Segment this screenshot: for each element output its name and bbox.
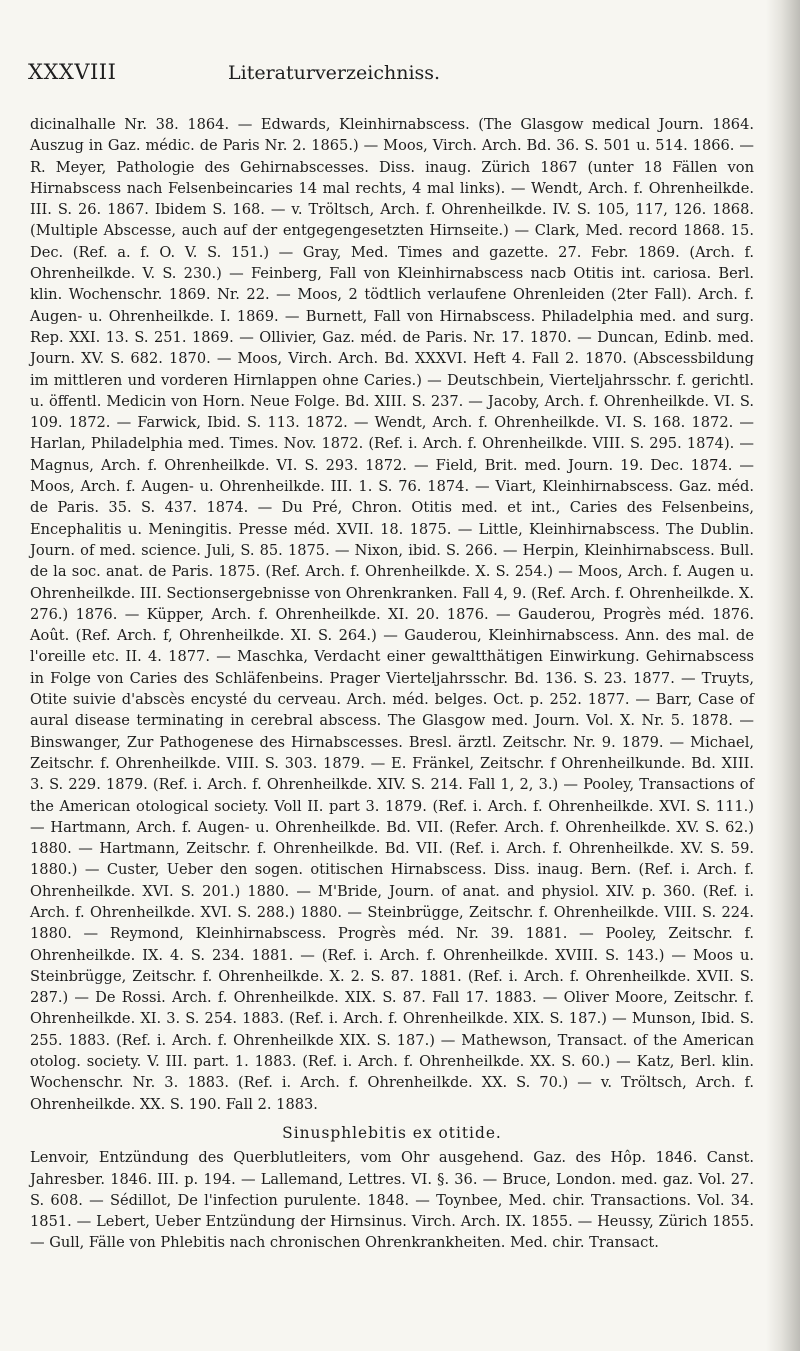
page-edge-shadow [766, 0, 800, 1351]
page-number: XXXVIII [28, 60, 117, 84]
bibliography-paragraph-sinusphlebitis: Lenvoir, Entzündung des Querblutleiters, vom Ohr ausgehend. Gaz. des Hôp. 1846. Canst. Jahresber. 1846. III. p. 194. — Lallemand, Lettres. VI. §. 36. — Bruce, London. med. gaz. Vol. 27. S. 608. — Sédillot, De l'infection purulente. 1848. — Toynbee, Med. chir. Transactions. Vol. 34. 1851. — Lebert, Ueber Entzündung der Hirnsinus. Virch. Arch. IX. 1855. — Heussy, Zürich 1855. — Gull, Fälle von Phlebitis nach chronischen Ohrenkrankheiten. Med. chir. Transact. [30, 1149, 754, 1252]
bibliography-body [30, 114, 754, 1254]
section-heading: Sinusphlebitis ex otitide. [282, 1123, 502, 1142]
bibliography-paragraph: dicinalhalle Nr. 38. 1864. — Edwards, Kleinhirnabscess. (The Glasgow medical Journ. 1864. Auszug in Gaz. médic. de Paris Nr. 2. 1865.) — Moos, Virch. Arch. Bd. 36. S. 501 u. 514. 1866. — R. Meyer, Pathologie des Gehirnabscesses. Diss. inaug. Zürich 1867 (unter 18 Fällen von Hirnabscess nach Felsenbeincaries 14 mal rechts, 4 mal links). — Wendt, Arch. f. Ohrenheilkde. III. S. 26. 1867. Ibidem S. 168. — v. Tröltsch, Arch. f. Ohrenheilkde. IV. S. 105, 117, 126. 1868. (Multiple Abscesse, auch auf der entgegengesetzten Hirnseite.) — Clark, Med. record 1868. 15. Dec. (Ref. a. f. O. V. S. 151.) — Gray, Med. Times and gazette. 27. Febr. 1869. (Arch. f. Ohrenheilkde. V. S. 230.) — Feinberg, Fall von Kleinhirnabscess nacb Otitis int. cariosa. Berl. klin. Wochenschr. 1869. Nr. 22. — Moos, 2 tödtlich verlaufene Ohrenleiden (2ter Fall). Arch. f. Augen- u. Ohrenheilkde. I. 1869. — Burnett, Fall von Hirnabscess. Philadelphia med. and surg. Rep. XXI. 13. S. 251. 1869. — Ollivier, Gaz. méd. de Paris. Nr. 17. 1870. — Duncan, Edinb. med. Journ. XV. S. 682. 1870. — Moos, Virch. Arch. Bd. XXXVI. Heft 4. Fall 2. 1870. (Abscessbildung im mittleren und vorderen Hirnlappen ohne Caries.) — Deutschbein, Vierteljahrsschr. f. gerichtl. u. öffentl. Medicin von Horn. Neue Folge. Bd. XIII. S. 237. — Jacoby, Arch. f. Ohrenheilkde. VI. S. 109. 1872. — Farwick, Ibid. S. 113. 1872. — Wendt, Arch. f. Ohrenheilkde. VI. S. 168. 1872. — Harlan, Philadelphia med. Times. Nov. 1872. (Ref. i. Arch. f. Ohrenheilkde. VIII. S. 295. 1874). — Magnus, Arch. f. Ohrenheilkde. VI. S. 293. 1872. — Field, Brit. med. Journ. 19. Dec. 1874. — Moos, Arch. f. Augen- u. Ohrenheilkde. III. 1. S. 76. 1874. — Viart, Kleinhirnabscess. Gaz. méd. de Paris. 35. S. 437. 1874. — Du Pré, Chron. Otitis med. et int., Caries des Felsenbeins, Encephalitis u. Meningitis. Presse méd. XVII. 18. 1875. — Little, Kleinhirnabscess. The Dublin. Journ. of med. science. Juli, S. 85. 1875. — Nixon, ibid. S. 266. — Herpin, Kleinhirnabscess. Bull. de la soc. anat. de Paris. 1875. (Ref. Arch. f. Ohrenheilkde. X. S. 254.) — Moos, Arch. f. Augen u. Ohrenheilkde. III. Sectionsergebnisse von Ohrenkranken. Fall 4, 9. (Ref. Arch. f. Ohrenheilkde. X. 276.) 1876. — Küpper, Arch. f. Ohrenheilkde. XI. 20. 1876. — Gauderou, Progrès méd. 1876. Août. (Ref. Arch. f, Ohrenheilkde. XI. S. 264.) — Gauderou, Kleinhirnabscess. Ann. des mal. de l'oreille etc. II. 4. 1877. — Maschka, Verdacht einer gewaltthätigen Einwirkung. Gehirnabscess in Folge von Caries des Schläfenbeins. Prager Vierteljahrsschr. Bd. 136. S. 23. 1877. — Truyts, Otite suivie d'abscès encysté du cerveau. Arch. méd. belges. Oct. p. 252. 1877. — Barr, Case of aural disease terminating in cerebral abscess. The Glasgow med. Journ. Vol. X. Nr. 5. 1878. — Binswanger, Zur Pathogenese des Hirnabscesses. Bresl. ärztl. Zeitschr. Nr. 9. 1879. — Michael, Zeitschr. f. Ohrenheilkde. VIII. S. 303. 1879. — E. Fränkel, Zeitschr. f Ohrenheilkunde. Bd. XIII. 3. S. 229. 1879. (Ref. i. Arch. f. Ohrenheilkde. XIV. S. 214. Fall 1, 2, 3.) — Pooley, Transactions of the American otological society. Voll II. part 3. 1879. (Ref. i. Arch. f. Ohrenheilkde. XVI. S. 111.) — Hartmann, Arch. f. Augen- u. Ohrenheilkde. Bd. VII. (Refer. Arch. f. Ohrenheilkde. XV. S. 62.) 1880. — Hartmann, Zeitschr. f. Ohrenheilkde. Bd. VII. (Ref. i. Arch. f. Ohrenheilkde. XV. S. 59. 1880.) — Custer, Ueber den sogen. otitischen Hirnabscess. Diss. inaug. Bern. (Ref. i. Arch. f. Ohrenheilkde. XVI. S. 201.) 1880. — M'Bride, Journ. of anat. and physiol. XIV. p. 360. (Ref. i. Arch. f. Ohrenheilkde. XVI. S. 288.) 1880. — Steinbrügge, Zeitschr. f. Ohrenheilkde. VIII. S. 224. 1880. — Reymond, Kleinhirnabscess. Progrès méd. Nr. 39. 1881. — Pooley, Zeitschr. f. Ohrenheilkde. IX. 4. S. 234. 1881. — (Ref. i. Arch. f. Ohrenheilkde. XVIII. S. 143.) — Moos u. Steinbrügge, Zeitschr. f. Ohrenheilkde. X. 2. S. 87. 1881. (Ref. i. Arch. f. Ohrenheilkde. XVII. S. 287.) — De Rossi. Arch. f. Ohrenheilkde. XIX. S. 87. Fall 17. 1883. — Oliver Moore, Zeitschr. f. Ohrenheilkde. XI. 3. S. 254. 1883. (Ref. i. Arch. f. Ohrenheilkde. XIX. S. 187.) — Munson, Ibid. S. 255. 1883. (Ref. i. Arch. f. Ohrenheilkde XIX. S. 187.) — Mathewson, Transact. of the American otolog. society. V. III. part. 1. 1883. (Ref. i. Arch. f. Ohrenheilkde. XX. S. 60.) — Katz, Berl. klin. Wochenschr. Nr. 3. 1883. (Ref. i. Arch. f. Ohrenheilkde. XX. S. 70.) — v. Tröltsch, Arch. f. Ohrenheilkde. XX. S. 190. Fall 2. 1883. [30, 116, 755, 1113]
running-title: Literaturverzeichniss. [228, 62, 441, 84]
page-header [28, 60, 748, 94]
